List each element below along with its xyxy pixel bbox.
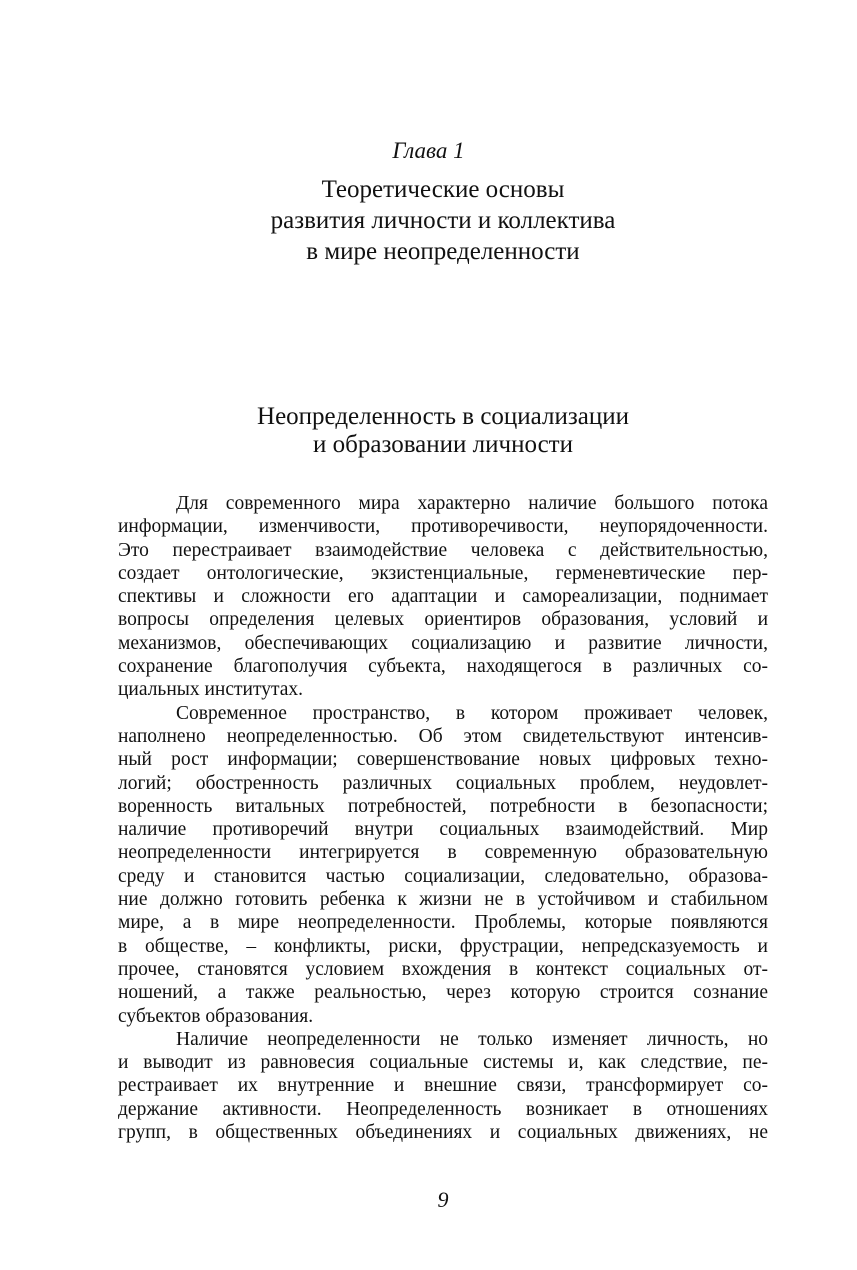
text-line: наличие противоречий внутри социальных взаимодействий. Мир (118, 819, 768, 841)
text-line: Наличие неопределенности не только изменяет личность, но (176, 1028, 768, 1050)
section-title-line: Неопределенность в социализации (257, 403, 629, 430)
text-line: воренность витальных потребностей, потребности в безопасности; (118, 795, 768, 817)
body-text (118, 492, 768, 1144)
text-line: ние должно готовить ребенка к жизни не в устойчивом и стабильном (118, 889, 768, 911)
text-line: ношений, а также реальностью, через которую строится сознание (118, 982, 768, 1004)
text-line: спективы и сложности его адаптации и самореализации, поднимает (118, 586, 768, 608)
text-line: Современное пространство, в котором проживает человек, (176, 702, 768, 724)
page-number: 9 (437, 1187, 449, 1212)
text-line: логий; обостренность различных социальных проблем, неудовлет- (118, 772, 768, 794)
chapter-label: Глава 1 (392, 138, 465, 163)
text-line: среду и становится частью социализации, следовательно, образова- (118, 865, 768, 887)
text-line: ный рост информации; совершенствование новых цифровых техно- (118, 749, 768, 771)
text-line: групп, в общественных объединениях и социальных движениях, не (118, 1122, 768, 1144)
text-line: в обществе, – конфликты, риски, фрустрации, непредсказуемость и (118, 935, 768, 957)
text-line: прочее, становятся условием вхождения в контекст социальных от- (118, 958, 768, 980)
text-line: информации, изменчивости, противоречивости, неупорядоченности. (118, 516, 768, 538)
text-line: механизмов, обеспечивающих социализацию и развитие личности, (118, 632, 768, 654)
text-line: мире, а в мире неопределенности. Проблемы, которые появляются (118, 912, 768, 934)
text-line: рестраивает их внутренние и внешние связи, трансформирует со- (118, 1075, 768, 1097)
paragraph-1 (118, 492, 768, 702)
text-line: циальных институтах. (118, 679, 304, 701)
chapter-title-line: развития личности и коллектива (270, 207, 616, 234)
text-line: Для современного мира характерно наличие большого потока (176, 493, 768, 514)
text-line: сохранение благополучия субъекта, находящегося в различных со- (118, 656, 768, 678)
text-line: субъектов образования. (118, 1005, 314, 1027)
paragraph-2 (118, 702, 768, 1028)
text-line: вопросы определения целевых ориентиров образования, условий и (118, 609, 768, 631)
text-line: держание активности. Неопределенность возникает в отношениях (118, 1098, 768, 1120)
text-line: и выводит из равновесия социальные системы и, как следствие, пе- (118, 1052, 768, 1074)
text-line: Это перестраивает взаимодействие человека с действительностью, (118, 539, 768, 561)
text-line: неопределенности интегрируется в современную образовательную (118, 842, 768, 864)
section-title (0, 403, 857, 459)
chapter-title-line: Теоретические основы (321, 176, 565, 203)
text-line: наполнено неопределенностью. Об этом свидетельствуют интенсив- (118, 725, 768, 747)
paragraph-3 (118, 1028, 768, 1144)
chapter-title-line: в мире неопределенности (306, 238, 580, 265)
chapter-title (0, 174, 857, 267)
text-line: создает онтологические, экзистенциальные, герменевтические пер- (118, 562, 768, 584)
section-title-line: и образовании личности (313, 431, 573, 458)
